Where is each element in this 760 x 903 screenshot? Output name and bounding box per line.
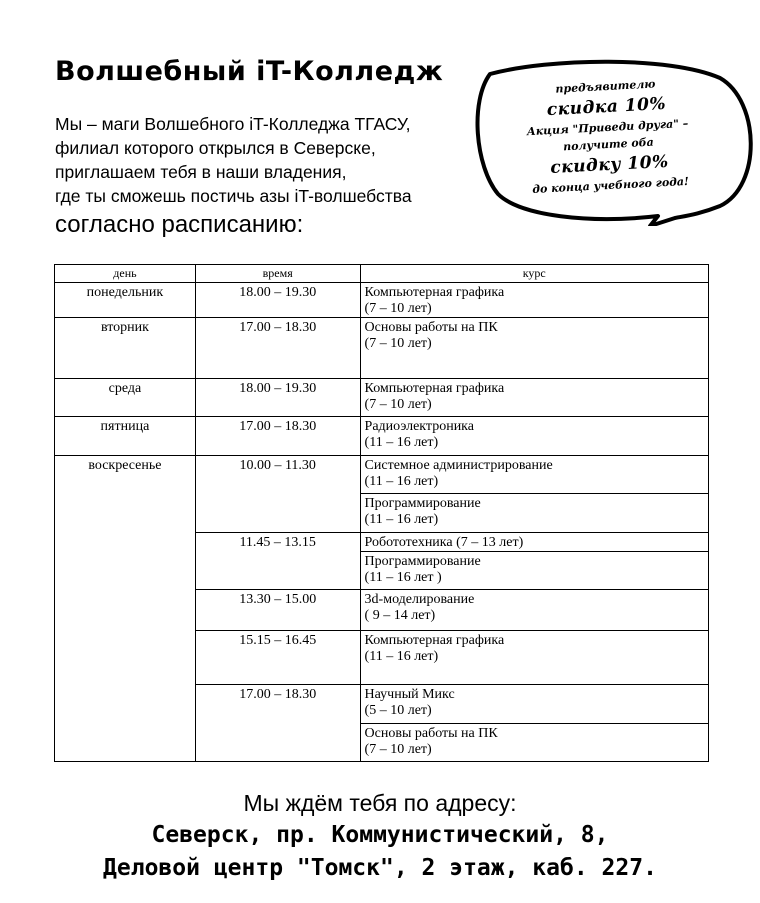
course-name: Программирование: [364, 553, 481, 569]
course-cell: [360, 551, 708, 589]
time-cell: 17.00 – 18.30: [195, 685, 360, 762]
course-cell: [360, 590, 708, 630]
age-range: (11 – 16 лет ): [364, 569, 442, 585]
schedule-table: [54, 264, 709, 762]
course-cell: [360, 318, 708, 379]
course-cell: [360, 283, 708, 318]
course-name: Научный Микс: [364, 687, 455, 703]
intro-schedule-line: согласно расписанию:: [55, 211, 304, 238]
course-name: Основы работы на ПК: [364, 320, 498, 336]
age-range: (7 – 10 лет): [364, 301, 432, 316]
age-range: (11 – 16 лет): [364, 435, 439, 451]
course-cell: [360, 685, 708, 723]
course-cell: [360, 455, 708, 493]
day-cell: пятница: [55, 417, 196, 455]
course-cell: [360, 417, 708, 455]
column-header-course: курс: [360, 265, 708, 283]
promo-line: предъявителю: [555, 77, 656, 96]
day-cell: воскресенье: [55, 455, 196, 761]
day-cell: среда: [55, 378, 196, 416]
age-range: (11 – 16 лет): [364, 512, 439, 528]
time-cell: 10.00 – 11.30: [195, 455, 360, 532]
table-header-row: [55, 265, 709, 283]
course-name: Компьютерная графика: [364, 632, 505, 648]
course-name: Компьютерная графика: [364, 380, 505, 396]
time-cell: 18.00 – 19.30: [195, 283, 360, 318]
table-row: [55, 417, 709, 455]
course-name: Основы работы на ПК: [364, 725, 498, 741]
course-name: Программирование: [364, 496, 481, 512]
course-name: Компьютерная графика: [364, 285, 505, 300]
course-cell: [360, 723, 708, 762]
discount-label: скидку 10%: [549, 151, 670, 179]
course-name: Робототехника (7 – 13 лет): [364, 534, 524, 550]
column-header-day: день: [55, 265, 196, 283]
intro-line: где ты сможешь постичь азы iT-волшебства: [55, 186, 412, 206]
day-cell: понедельник: [55, 283, 196, 318]
age-range: (5 – 10 лет): [364, 703, 432, 719]
day-cell: вторник: [55, 318, 196, 379]
course-cell: [360, 630, 708, 685]
age-range: (7 – 10 лет): [364, 396, 432, 412]
intro-line: приглашаем тебя в наши владения,: [55, 162, 347, 182]
page-title: Волшебный iT-Колледж: [55, 56, 444, 87]
promo-speech-bubble: [470, 56, 760, 226]
time-cell: 11.45 – 13.15: [195, 532, 360, 590]
age-range: (11 – 16 лет): [364, 648, 439, 664]
course-name: Системное администрирование: [364, 457, 553, 473]
course-name: 3d-моделирование: [364, 592, 475, 608]
time-cell: 17.00 – 18.30: [195, 417, 360, 455]
time-cell: 17.00 – 18.30: [195, 318, 360, 379]
address-building: Деловой центр "Томск", 2 этаж, каб. 227.: [103, 855, 657, 881]
address-intro: Мы ждём тебя по адресу:: [243, 790, 517, 816]
course-cell: [360, 532, 708, 551]
intro-line: Мы – маги Волшебного iT-Колледжа ТГАСУ,: [55, 114, 411, 134]
intro-line: филиал которого открылся в Северске,: [55, 138, 376, 158]
table-row: [55, 378, 709, 416]
promo-line: Акция "Приведи друга" –: [526, 116, 689, 139]
intro-text: [55, 112, 475, 242]
time-cell: 13.30 – 15.00: [195, 590, 360, 630]
time-cell: 15.15 – 16.45: [195, 630, 360, 685]
age-range: (11 – 16 лет): [364, 473, 439, 489]
promo-line: получите оба: [562, 135, 655, 154]
time-cell: 18.00 – 19.30: [195, 378, 360, 416]
course-cell: [360, 378, 708, 416]
table-row: [55, 455, 709, 493]
address-street: Северск, пр. Коммунистический, 8,: [151, 822, 609, 848]
promo-text: [485, 72, 731, 200]
table-row: [55, 318, 709, 379]
course-name: Радиоэлектроника: [364, 419, 474, 435]
column-header-time: время: [195, 265, 360, 283]
age-range: (7 – 10 лет): [364, 336, 432, 352]
course-cell: [360, 494, 708, 532]
age-range: ( 9 – 14 лет): [364, 608, 436, 624]
discount-label: скидка 10%: [546, 93, 667, 121]
age-range: (7 – 10 лет): [364, 741, 432, 757]
table-row: [55, 283, 709, 318]
promo-line: до конца учебного года!: [532, 174, 690, 197]
